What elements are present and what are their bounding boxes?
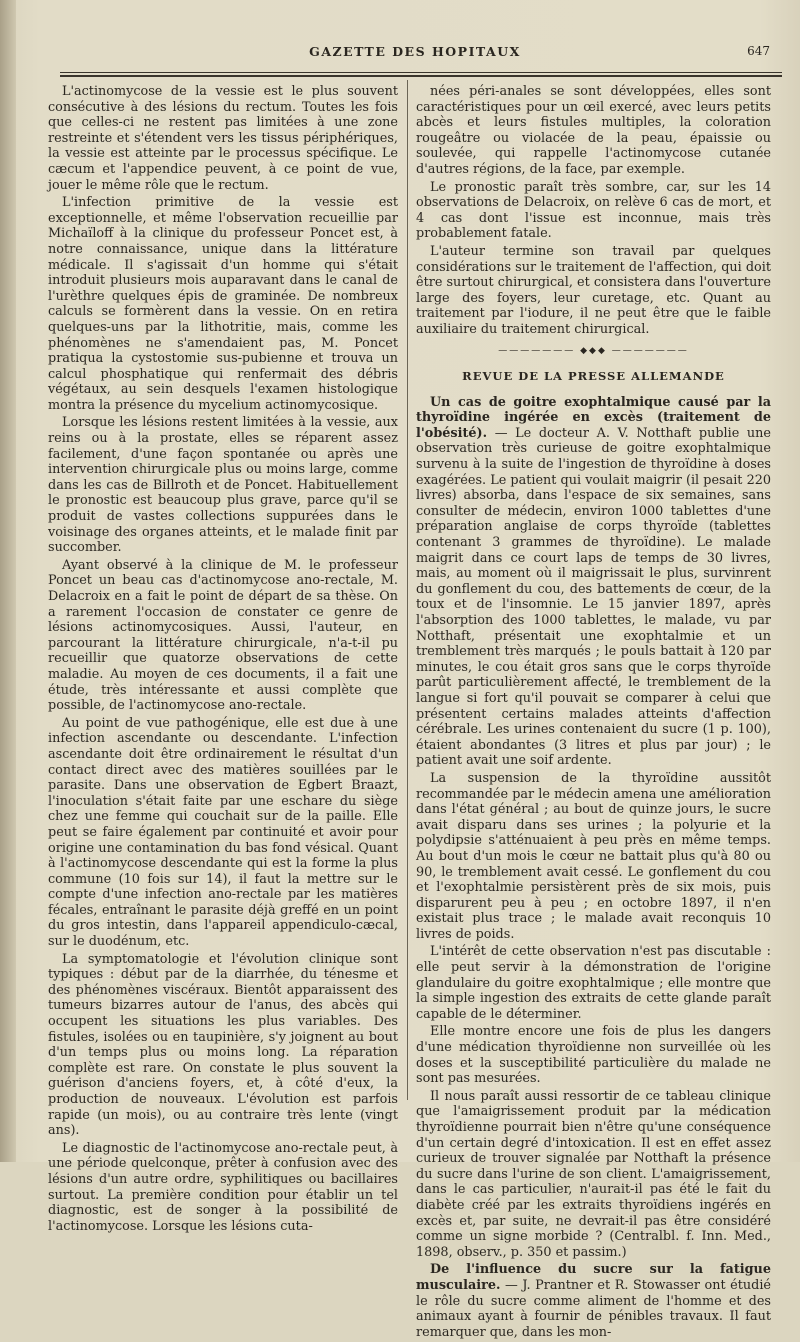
paragraph: Au point de vue pathogénique, elle est due à une infection ascendante ou descendante. L'infection ascendante doit être ordinairement le résultat d'un contact direct avec des matières souillées par le parasite. Dans une observation de Egbert Braazt, l'inoculation s'était faite par une eschare du siège chez une femme qui couchait sur de la paille. Elle peut se faire également par continuité et avoir pour origine une contamination du bas fond vésical. Quant à l'actinomycose descendante qui est la forme la plus commune (10 fois sur 14), il faut la mettre sur le compte d'une infection ano-rectale par les matières fécales, entraînant le parasite déjà greffé en un point du gros intestin, dans l'appareil appendiculo-cæcal, sur le duodénum, etc.: [48, 715, 398, 950]
page-binding-edge: [0, 0, 16, 1162]
running-title: GAZETTE DES HOPITAUX: [309, 44, 521, 59]
paragraph: L'intérêt de cette observation n'est pas discutable : elle peut servir à la démonstration de l'origine glandulaire du goitre exophtalmique ; elle montre que la simple ingestion des extraits de cette glande paraît capable de le déterminer.: [416, 944, 771, 1022]
left-column: [48, 84, 398, 1236]
paragraph: Elle montre encore une fois de plus les dangers d'une médication thyroïdienne non surveillée où les doses et la susceptibilité particulière du malade ne sont pas mesurées.: [416, 1024, 771, 1087]
section-ornament: ——————— ◆◆◆ ———————: [498, 345, 689, 356]
paragraph: Lorsque les lésions restent limitées à la vessie, aux reins ou à la prostate, elles se réparent assez facilement, d'une façon spontanée ou après une intervention chirurgicale plus ou moins large, comme dans les cas de Billroth et de Poncet. Habituellement le pronostic est beaucoup plus grave, parce qu'il se produit de vastes collections suppurées dans le voisinage des organes atteints, et le malade finit par succomber.: [48, 415, 398, 556]
column-divider: [407, 80, 408, 1100]
paragraph: nées péri-anales se sont développées, elles sont caractéristiques pour un œil exercé, avec leurs petits abcès et leurs fistules multiples, la coloration rougeâtre ou violacée de la peau, épaissie ou soulevée, qui rappelle l'actinomycose cutanée d'autres régions, de la face, par exemple.: [416, 84, 771, 177]
section-title: REVUE DE LA PRESSE ALLEMANDE: [462, 369, 725, 384]
paragraph: L'auteur termine son travail par quelques considérations sur le traitement de l'affection, qui doit être surtout chirurgical, et consistera dans l'ouverture large des foyers, leur curetage, etc. Quant au traitement par l'iodure, il ne peut être que le faible auxiliaire du traitement chirurgical.: [416, 243, 771, 337]
paragraph: Ayant observé à la clinique de M. le professeur Poncet un beau cas d'actinomycose ano-rectale, M. Delacroix en a fait le point de départ de sa thèse. On a rarement l'occasion de constater ce genre de lésions actinomycosiques. Aussi, l'auteur, en parcourant la littérature chirurgicale, n'a-t-il pu recueillir que quatorze observations de cette maladie. Au moyen de ces documents, il a fait une étude, très intéressante et aussi complète que possible, de l'actinomycose ano-rectale.: [48, 557, 398, 714]
paragraph: Il nous paraît aussi ressortir de ce tableau clinique que l'amaigrissement produit par la médication thyroïdienne pourrait bien n'être qu'une conséquence d'un certain degré d'intoxication. Il est en effet assez curieux de trouver signalée par Notthaft la présence du sucre dans l'urine de son client. L'amaigrissement, dans le cas particulier, n'aurait-il pas été le fait du diabète créé par les extraits thyroïdiens ingérés en excès et, par suite, ne devrait-il pas être considéré comme un signe morbide ? (Centralbl. f. Inn. Med., 1898, observ., p. 350 et passim.): [416, 1088, 771, 1260]
header-double-rule: [60, 72, 782, 77]
right-column: [416, 84, 771, 1342]
article-body: — Le docteur A. V. Notthaft publie une observation très curieuse de goitre exophtalmique survenu à la suite de l'ingestion de thyroïdine à doses exagérées. Le patient qui voulait maigrir (il pesait 220 livres) absorba, dans l'espace de six semaines, sans consulter de médecin, environ 1000 tablettes d'une préparation anglaise de corps thyroïde (tablettes contenant 3 grammes de thyroïdine). Le malade maigrit dans ce court laps de temps de 30 livres, mais, au moment où il maigrissait le plus, survinrent du gonflement du cou, des battements de cœur, de la toux et de l'insomnie. Le 15 janvier 1897, après l'absorption des 1000 tablettes, le malade, vu par Notthaft, présentait une exophtalmie et un tremblement très marqués ; le pouls battait à 120 par minutes, le cou était gros sans que le corps thyroïde parût particulièrement affecté, le tremblement de la langue si fort qu'il pouvait se comparer à celui que présentent certains malades atteints d'affection cérébrale. Les urines contenaient du sucre (1 p. 100), étaient abondantes (3 litres et plus par jour) ; le patient avait une soif ardente.: [416, 425, 771, 769]
paragraph: Le diagnostic de l'actinomycose ano-rectale peut, à une période quelconque, prêter à confusion avec des lésions d'un autre ordre, syphilitiques ou bacillaires surtout. La première condition pour établir un tel diagnostic, est de songer à la possibilité de l'actinomycose. Lorsque les lésions cuta-: [48, 1140, 398, 1234]
article-paragraph: [416, 395, 771, 769]
paragraph: L'infection primitive de la vessie est exceptionnelle, et même l'observation recueillie par Michaïloff à la clinique du professeur Poncet est, à notre connaissance, unique dans la littérature médicale. Il s'agissait d'un homme qui s'était introduit plusieurs mois auparavant dans le canal de l'urèthre quelques épis de graminée. De nombreux calculs se formèrent dans la vessie. On en retira quelques-uns par la lithotritie, mais, comme les phénomènes ne s'amendaient pas, M. Poncet pratiqua la cystostomie sus-pubienne et trouva un calcul phosphatique qui renfermait des débris végétaux, au sein desquels l'examen histologique montra la présence du mycelium actinomycosique.: [48, 195, 398, 413]
paragraph: Le pronostic paraît très sombre, car, sur les 14 observations de Delacroix, on relève 6 cas de mort, et 4 cas dont l'issue est inconnue, mais très probablement fatale.: [416, 179, 771, 242]
article-paragraph: [416, 1262, 771, 1340]
article-body: — J. Prantner et R. Stowasser ont étudié le rôle du sucre comme aliment de l'homme et des animaux ayant à fournir de pénibles travaux. Il faut remarquer que, dans les mon-: [416, 1277, 771, 1340]
page-header: [60, 40, 770, 64]
paragraph: La suspension de la thyroïdine aussitôt recommandée par le médecin amena une amélioration dans l'état général ; au bout de quinze jours, le sucre avait disparu dans ses urines ; la polyurie et la polydipsie s'atténuaient à peu près en même temps. Au bout d'un mois le cœur ne battait plus qu'à 80 ou 90, le tremblement avait cessé. Le gonflement du cou et l'exophtalmie persistèrent près de six mois, puis disparurent peu à peu ; en octobre 1897, il n'en existait plus trace ; le malade avait reconquis 10 livres de poids.: [416, 770, 771, 942]
page-number: 647: [747, 44, 770, 58]
article-headline: Un cas de goitre exophtalmique causé par la thyroïdine ingérée en excès (traitement de l'obésité).: [416, 394, 771, 441]
paragraph: La symptomatologie et l'évolution clinique sont typiques : début par de la diarrhée, du ténesme et des phénomènes viscéraux. Bientôt apparaissent des tumeurs bizarres autour de l'anus, des abcès qui occupent les situations les plus variables. Des fistules, isolées ou en taupinière, s'y joignent au bout d'un temps plus ou moins long. La réparation complète est rare. On constate le plus souvent la guérison d'anciens foyers, et, à côté d'eux, la production de nouveaux. L'évolution est parfois rapide (un mois), ou au contraire très lente (vingt ans).: [48, 951, 398, 1139]
paragraph: L'actinomycose de la vessie est le plus souvent consécutive à des lésions du rectum. Toutes les fois que celles-ci ne restent pas limitées à une zone restreinte et s'étendent vers les tissus périphériques, la vessie est atteinte par le processus spécifique. Le cæcum et l'appendice peuvent, à ce point de vue, jouer le même rôle que le rectum.: [48, 84, 398, 193]
article-headline: De l'influence du sucre sur la fatigue musculaire.: [416, 1262, 771, 1293]
